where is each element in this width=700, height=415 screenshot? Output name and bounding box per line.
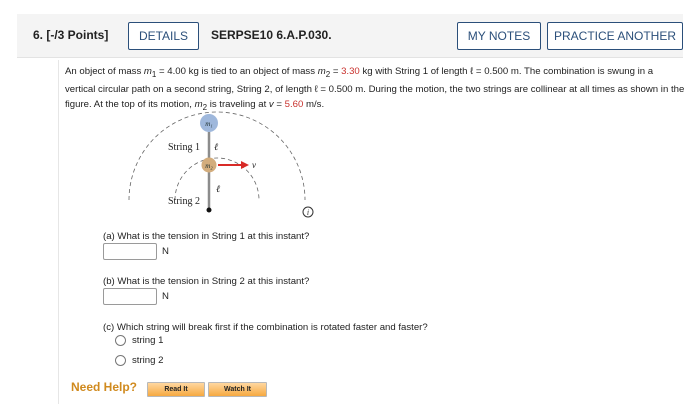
part-a-answer-input[interactable]: [103, 243, 157, 260]
option-string-1-label: string 1: [132, 335, 164, 346]
string-2-length-label: ℓ: [216, 184, 221, 195]
part-b-unit: N: [162, 291, 169, 302]
pivot-point: [207, 208, 212, 213]
velocity-value: 5.60: [284, 98, 304, 110]
radio-string-1[interactable]: [115, 335, 126, 346]
m1-label: m₁: [205, 120, 213, 128]
problem-text: An object of mass $m_1 = 4.00$ kg is tied to an object of mass $m_2 = 3.30$ kg with String 1 of length ℓ = 0.500 m. The combination is swung in a vertical circular path on a second string, String 2, of length ℓ = 0.500 m. During the motion, the two strings are collinear at all times as shown in the figure. At the top of its motion, $m_2$ is traveling at v = 5.60 m/s.: [65, 66, 685, 112]
question-content: [58, 60, 687, 404]
svg-text:i: i: [306, 208, 310, 217]
watch-it-button[interactable]: Watch It: [208, 382, 267, 397]
practice-another-button[interactable]: PRACTICE ANOTHER: [547, 22, 683, 50]
part-c-question: (c) Which string will break first if the combination is rotated faster and faster?: [103, 322, 428, 333]
velocity-arrowhead: [241, 161, 249, 169]
part-a-unit: N: [162, 246, 169, 257]
question-header: [17, 14, 683, 58]
option-string-2-label: string 2: [132, 355, 164, 366]
my-notes-button[interactable]: MY NOTES: [457, 22, 541, 50]
string-1-length-label: ℓ: [214, 142, 219, 153]
details-button[interactable]: DETAILS: [128, 22, 199, 50]
info-circle-icon[interactable]: [302, 206, 314, 218]
m2-label: m₂: [205, 162, 213, 170]
problem-code: SERPSE10 6.A.P.030.: [211, 28, 332, 42]
option-string-1[interactable]: [115, 335, 163, 346]
part-b-question: (b) What is the tension in String 2 at this instant?: [103, 276, 310, 287]
read-it-button[interactable]: Read It: [147, 382, 205, 397]
velocity-vector-label: v⃗: [252, 160, 263, 170]
question-number: 6. [-/3 Points]: [33, 28, 109, 42]
radio-string-2[interactable]: [115, 355, 126, 366]
part-b-answer-input[interactable]: [103, 288, 157, 305]
circular-motion-figure: [119, 110, 329, 222]
need-help-label: Need Help?: [71, 380, 138, 394]
part-a-answer-row: [103, 243, 169, 260]
string-1-label: String 1: [168, 142, 200, 153]
part-a-question: (a) What is the tension in String 1 at this instant?: [103, 231, 310, 242]
string-2-label: String 2: [168, 196, 200, 207]
m2-value: 3.30: [341, 66, 360, 77]
part-b-answer-row: [103, 288, 169, 305]
option-string-2[interactable]: [115, 355, 163, 366]
